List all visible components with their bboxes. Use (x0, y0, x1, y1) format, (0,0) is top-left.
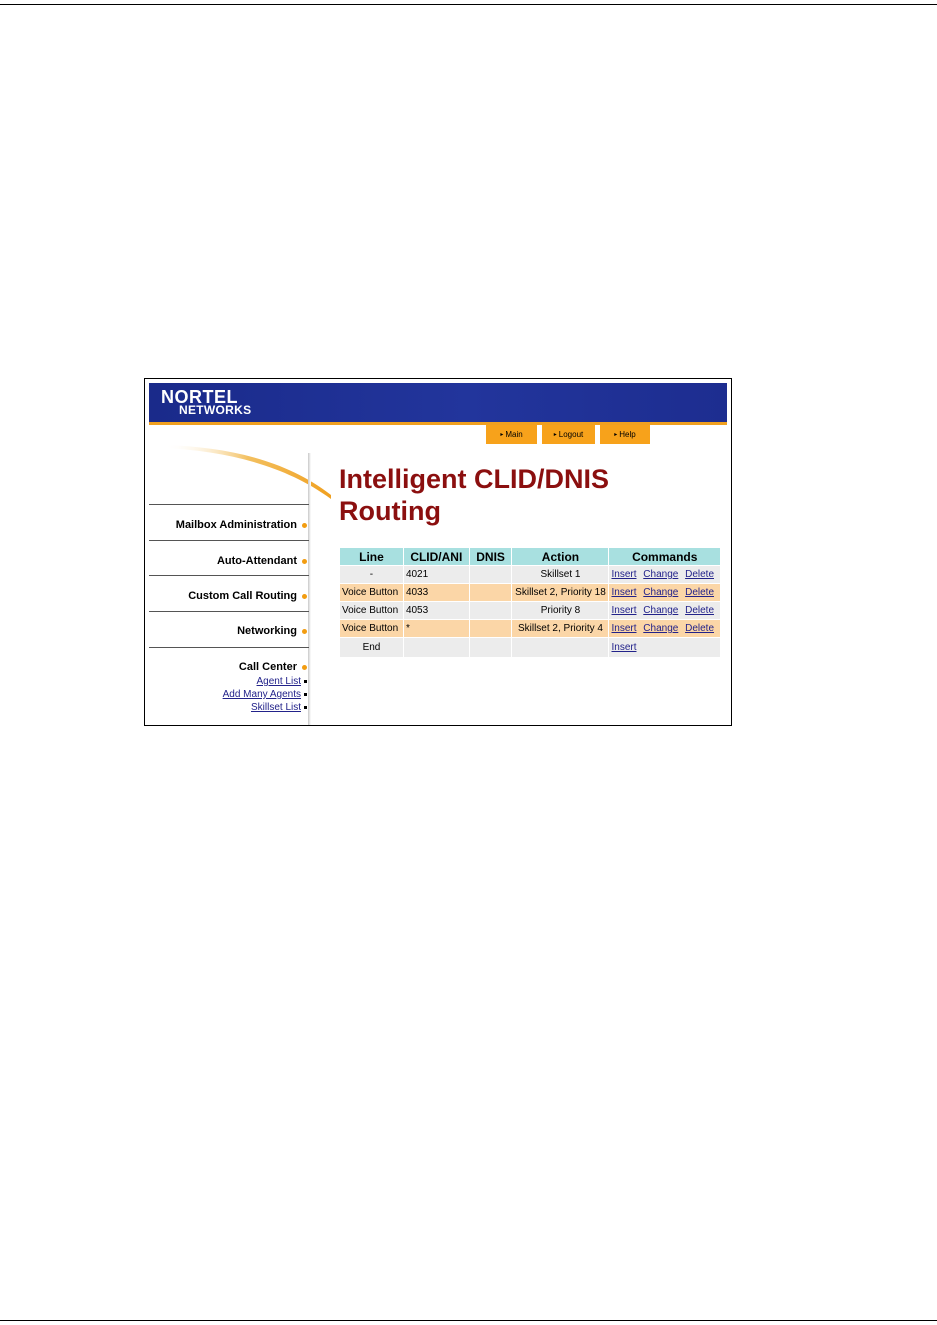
column-header: Commands (609, 548, 721, 566)
cell-commands (609, 638, 721, 658)
cell-dnis (469, 566, 512, 584)
sidebar (149, 459, 309, 726)
delete-link[interactable]: Delete (685, 587, 714, 598)
delete-link[interactable]: Delete (685, 569, 714, 580)
submenu-agent-list[interactable]: Agent List (257, 676, 307, 687)
arrow-icon: ▸ (500, 432, 504, 438)
cell-action: Priority 8 (512, 602, 609, 620)
insert-link[interactable]: Insert (611, 623, 637, 634)
table-row (340, 638, 721, 658)
bullet-icon (302, 559, 307, 564)
cell-clid: 4033 (403, 584, 469, 602)
cell-dnis (469, 638, 512, 658)
sidebar-item-auto-attendant[interactable]: Auto-Attendant (217, 555, 307, 567)
table-header-row (340, 548, 721, 566)
bullet-icon (302, 523, 307, 528)
sidebar-item-call-center[interactable]: Call Center (239, 661, 307, 673)
bullet-icon (304, 693, 307, 696)
cell-clid: 4021 (403, 566, 469, 584)
column-header: CLID/ANI (403, 548, 469, 566)
cell-action: Skillset 1 (512, 566, 609, 584)
cell-action: Skillset 2, Priority 4 (512, 620, 609, 638)
cell-line: Voice Button (340, 620, 404, 638)
sidebar-divider (149, 540, 309, 541)
column-header: DNIS (469, 548, 512, 566)
sidebar-item-custom-call-routing[interactable]: Custom Call Routing (188, 590, 307, 602)
bullet-icon (304, 680, 307, 683)
logo-nortel: NORTEL (161, 387, 238, 407)
insert-link[interactable]: Insert (611, 587, 637, 598)
cell-dnis (469, 584, 512, 602)
table-row (340, 566, 721, 584)
page-title: Intelligent CLID/DNIS Routing (339, 464, 609, 526)
cell-line: Voice Button (340, 602, 404, 620)
delete-link[interactable]: Delete (685, 623, 714, 634)
page-top-rule (0, 4, 937, 5)
change-link[interactable]: Change (643, 587, 679, 598)
table-row (340, 620, 721, 638)
sidebar-item-mailbox-administration[interactable]: Mailbox Administration (176, 519, 307, 531)
cell-commands (609, 602, 721, 620)
cell-dnis (469, 620, 512, 638)
page-bottom-rule (0, 1320, 937, 1321)
bullet-icon (302, 594, 307, 599)
table-row (340, 584, 721, 602)
cell-line: Voice Button (340, 584, 404, 602)
main-button[interactable]: ▸ Main (486, 425, 537, 444)
column-header: Line (340, 548, 404, 566)
bullet-icon (304, 706, 307, 709)
bullet-icon (302, 665, 307, 670)
cell-line: End (340, 638, 404, 658)
logout-button[interactable]: ▸ Logout (542, 425, 595, 444)
arrow-icon: ▸ (614, 432, 618, 438)
logo-networks: NETWORKS (179, 403, 252, 417)
screenshot-frame (144, 378, 732, 726)
insert-link[interactable]: Insert (611, 569, 637, 580)
cell-clid: 4053 (403, 602, 469, 620)
sidebar-item-networking[interactable]: Networking (237, 625, 307, 637)
arrow-icon: ▸ (553, 432, 557, 438)
cell-commands (609, 566, 721, 584)
sidebar-divider (149, 575, 309, 576)
routing-table (339, 547, 721, 658)
sidebar-divider (149, 504, 309, 505)
insert-link[interactable]: Insert (611, 642, 637, 653)
header-banner (149, 383, 727, 422)
cell-commands (609, 584, 721, 602)
cell-action: Skillset 2, Priority 18 (512, 584, 609, 602)
help-button[interactable]: ▸ Help (600, 425, 650, 444)
sidebar-divider (149, 647, 309, 648)
cell-dnis (469, 602, 512, 620)
cell-action (512, 638, 609, 658)
cell-commands (609, 620, 721, 638)
column-header: Action (512, 548, 609, 566)
submenu-add-many-agents[interactable]: Add Many Agents (223, 689, 307, 700)
sidebar-divider (149, 611, 309, 612)
bullet-icon (302, 629, 307, 634)
change-link[interactable]: Change (643, 623, 679, 634)
submenu-skillset-list[interactable]: Skillset List (251, 702, 307, 713)
cell-clid (403, 638, 469, 658)
change-link[interactable]: Change (643, 605, 679, 616)
cell-line: - (340, 566, 404, 584)
delete-link[interactable]: Delete (685, 605, 714, 616)
change-link[interactable]: Change (643, 569, 679, 580)
insert-link[interactable]: Insert (611, 605, 637, 616)
cell-clid: * (403, 620, 469, 638)
table-row (340, 602, 721, 620)
